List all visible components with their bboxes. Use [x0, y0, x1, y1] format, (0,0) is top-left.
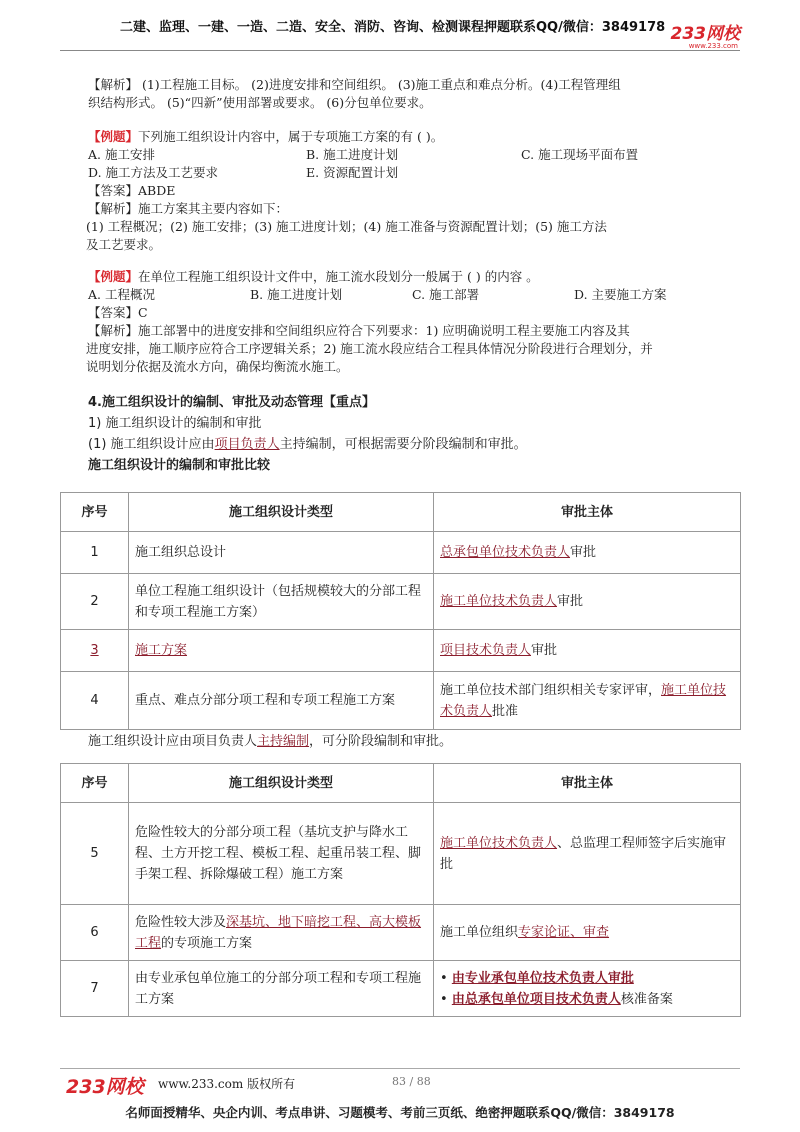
- emphasis-text: 专家论证、审查: [518, 925, 610, 940]
- analysis-block-1: [88, 76, 753, 112]
- row-number: 7: [61, 961, 129, 1017]
- emphasis-text: 3: [90, 643, 99, 658]
- table-header-row: [61, 764, 741, 803]
- approver: [434, 803, 741, 905]
- design-type: 单位工程施工组织设计（包括规模较大的分部工程和专项工程施工方案）: [129, 574, 434, 630]
- option: A. 施工安排: [88, 147, 155, 162]
- design-type: [129, 905, 434, 961]
- approver-text: 、总监理工程师签字后实施审批: [440, 835, 727, 872]
- page-number: 83 / 88: [392, 1075, 431, 1088]
- column-header: 序号: [61, 764, 129, 803]
- approval-table-1: [60, 492, 741, 730]
- approver: [434, 672, 741, 730]
- approver: [434, 961, 741, 1017]
- note-line: [88, 731, 753, 752]
- options-row: [88, 286, 753, 304]
- page-header: [60, 12, 740, 51]
- option: A. 工程概况: [88, 287, 155, 302]
- options-row: [88, 146, 753, 164]
- emphasis-text: 施工单位技术负责人: [440, 835, 558, 851]
- row-number: 2: [61, 574, 129, 630]
- options-row: [88, 164, 753, 182]
- analysis-line: 织结构形式。 (5)“四新”使用部署或要求。 (6)分包单位要求。: [88, 95, 432, 110]
- type-text: 危险性较大涉及: [135, 914, 227, 930]
- example-question: [88, 128, 753, 146]
- design-type: 危险性较大的分部分项工程（基坑支护与降水工程、土方开挖工程、模板工程、起重吊装工程、脚手架工程、拆除爆破工程）施工方案: [129, 803, 434, 905]
- table-row: [61, 905, 741, 961]
- subsection-heading: 1) 施工组织设计的编制和审批: [88, 416, 262, 431]
- emphasis-text: 施工单位技术负责人: [440, 682, 727, 719]
- approval-table-2: [60, 763, 741, 1017]
- table-row: [61, 672, 741, 730]
- emphasis-text: 由总承包单位项目技术负责人: [451, 991, 621, 1007]
- note-text: ，可分阶段编制和审批。: [309, 734, 453, 749]
- approver-text: 审批: [531, 643, 558, 658]
- analysis-line: 及工艺要求。: [86, 237, 162, 252]
- table-row: [61, 961, 741, 1017]
- emphasis-text: 总承包单位技术负责人: [440, 545, 571, 560]
- approver-text: 审批: [570, 545, 597, 560]
- table-header-row: [61, 493, 741, 532]
- example-block-2: [88, 268, 753, 376]
- analysis-line: 进度安排，施工顺序应符合工序逻辑关系；2) 施工流水段应结合工程具体情况分阶段进行合理划分，并: [86, 341, 653, 356]
- analysis-line: 说明划分依据及流水方向，确保均衡流水施工。: [86, 359, 349, 374]
- option: E. 资源配置计划: [306, 165, 399, 180]
- question-text: 下列施工组织设计内容中，属于专项施工方案的有 ( )。: [138, 129, 444, 144]
- bullet-item: [440, 989, 734, 1010]
- brand-logo: 233网校: [670, 24, 740, 44]
- table-row: [61, 630, 741, 672]
- row-number: 1: [61, 532, 129, 574]
- footer-divider: [60, 1068, 740, 1069]
- section-heading: 4.施工组织设计的编制、审批及动态管理【重点】: [88, 395, 375, 410]
- approver-text: 审批: [557, 594, 584, 609]
- section-item: [88, 434, 753, 455]
- design-type: 重点、难点分部分项工程和专项工程施工方案: [129, 672, 434, 730]
- type-text: 的专项施工方案: [161, 935, 253, 951]
- analysis-line: 【解析】 (1)工程施工目标。 (2)进度安排和空间组织。 (3)施工重点和难点分析。(4)工程管理组: [88, 77, 621, 92]
- emphasis-text: 主持编制: [257, 734, 310, 749]
- approver-text: 核准备案: [620, 991, 673, 1007]
- bullet-icon: •: [440, 991, 452, 1007]
- question-text: 在单位工程施工组织设计文件中，施工流水段划分一般属于 ( ) 的内容 。: [138, 269, 539, 284]
- design-type: [129, 630, 434, 672]
- approver: [434, 532, 741, 574]
- row-number: 4: [61, 672, 129, 730]
- approver-text: 施工单位技术部门组织相关专家评审，: [440, 682, 662, 698]
- section-4: [88, 392, 753, 476]
- option: D. 主要施工方案: [574, 287, 667, 302]
- emphasis-text: 施工单位技术负责人: [440, 594, 558, 609]
- option: B. 施工进度计划: [250, 287, 343, 302]
- table-row: [61, 532, 741, 574]
- note-text: 施工组织设计应由项目负责人: [88, 734, 258, 749]
- footer-promo: 名师面授精华、央企内训、考点串讲、习题模考、考前三页纸、绝密押题联系QQ/微信：3849178: [125, 1105, 675, 1120]
- header-text: 二建、监理、一建、一造、二造、安全、消防、咨询、检测课程押题联系QQ/微信：3849178: [120, 20, 666, 35]
- option: D. 施工方法及工艺要求: [88, 165, 219, 180]
- analysis-line: (1) 工程概况；(2) 施工安排；(3) 施工进度计划；(4) 施工准备与资源配置计划；(5) 施工方法: [86, 219, 607, 234]
- row-number: 5: [61, 803, 129, 905]
- bullet-icon: •: [440, 970, 452, 986]
- example-label: 【例题】: [88, 129, 139, 144]
- emphasis-text: 项目技术负责人: [440, 643, 532, 658]
- approver: [434, 630, 741, 672]
- footer-copyright: www.233.com 版权所有: [158, 1077, 296, 1091]
- example-question: [88, 268, 753, 286]
- example-block-1: [88, 128, 753, 254]
- analysis-line: 【解析】施工部署中的进度安排和空间组织应符合下列要求：1) 应明确说明工程主要施工内容及其: [88, 323, 630, 338]
- item-text: (1) 施工组织设计应由: [88, 437, 215, 452]
- item-text: 主持编制，可根据需要分阶段编制和审批。: [279, 437, 527, 452]
- brand-logo-url: www.233.com: [688, 42, 738, 50]
- table-title: 施工组织设计的编制和审批比较: [88, 458, 271, 473]
- analysis-line: 【解析】施工方案其主要内容如下：: [88, 201, 289, 216]
- example-label: 【例题】: [88, 269, 139, 284]
- column-header: 审批主体: [434, 493, 741, 532]
- row-number: 6: [61, 905, 129, 961]
- approver-text: 批准: [492, 703, 519, 719]
- row-number: [61, 630, 129, 672]
- column-header: 施工组织设计类型: [129, 493, 434, 532]
- answer: 【答案】C: [88, 305, 148, 320]
- approver: [434, 574, 741, 630]
- option: B. 施工进度计划: [306, 147, 399, 162]
- emphasis-text: 深基坑、地下暗挖工程、高大模板工程: [135, 914, 422, 951]
- column-header: 审批主体: [434, 764, 741, 803]
- column-header: 序号: [61, 493, 129, 532]
- bullet-item: [440, 968, 734, 989]
- option: C. 施工现场平面布置: [521, 147, 639, 162]
- table-row: [61, 574, 741, 630]
- table-row: [61, 803, 741, 905]
- approver: [434, 905, 741, 961]
- answer: 【答案】ABDE: [88, 183, 176, 198]
- design-type: 由专业承包单位施工的分部分项工程和专项工程施工方案: [129, 961, 434, 1017]
- option: C. 施工部署: [412, 287, 480, 302]
- footer-logo: 233网校: [66, 1076, 144, 1098]
- approver-text: 施工单位组织: [440, 925, 519, 940]
- design-type: 施工组织总设计: [129, 532, 434, 574]
- emphasis-text: 项目负责人: [214, 437, 280, 452]
- column-header: 施工组织设计类型: [129, 764, 434, 803]
- emphasis-text: 由专业承包单位技术负责人审批: [451, 970, 634, 986]
- emphasis-text: 施工方案: [135, 643, 188, 658]
